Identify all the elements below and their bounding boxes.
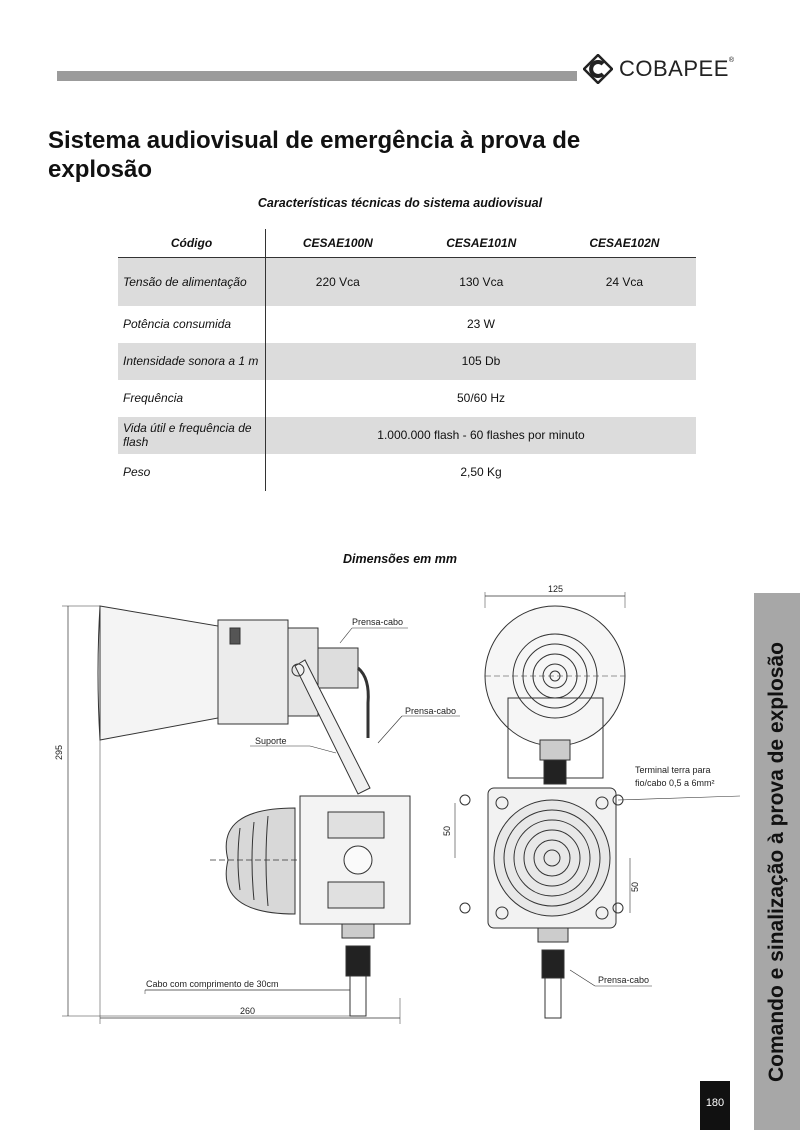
row-label: Tensão de alimentação bbox=[118, 258, 266, 306]
row-label: Peso bbox=[118, 454, 266, 491]
cell-value: 23 W bbox=[466, 317, 495, 331]
horn-label-plate bbox=[230, 628, 240, 644]
technical-drawing bbox=[40, 578, 740, 1038]
table-row bbox=[118, 454, 696, 491]
header-cesae102n: CESAE102N bbox=[553, 229, 696, 258]
dim-height: 295 bbox=[54, 744, 64, 760]
table-row bbox=[118, 343, 696, 380]
header-bar bbox=[57, 71, 577, 81]
drawing-caption: Dimensões em mm bbox=[343, 552, 457, 566]
label-cabo: Cabo com comprimento de 30cm bbox=[146, 979, 279, 989]
header-codigo: Código bbox=[118, 229, 266, 258]
cell-value: 130 Vca bbox=[410, 258, 553, 306]
row-label: Frequência bbox=[118, 380, 266, 417]
table-row bbox=[118, 417, 696, 454]
header-cesae101n: CESAE101N bbox=[410, 229, 553, 258]
row-label: Vida útil e frequência de flash bbox=[118, 417, 266, 454]
header-cesae100n: CESAE100N bbox=[266, 229, 410, 258]
page-number: 180 bbox=[700, 1081, 730, 1130]
dim-width: 125 bbox=[548, 584, 564, 594]
side-view bbox=[62, 606, 460, 1024]
brand-name: COBAPEE bbox=[619, 56, 729, 81]
row-label: Intensidade sonora a 1 m bbox=[118, 343, 266, 380]
front-view bbox=[455, 592, 740, 1018]
table-row bbox=[118, 258, 696, 306]
label-prensa-cabo-2: Prensa-cabo bbox=[405, 706, 457, 716]
spec-table bbox=[118, 229, 696, 491]
brand-mark: ® bbox=[728, 57, 735, 64]
dim-50-a: 50 bbox=[442, 825, 452, 836]
table-header-row bbox=[118, 229, 696, 258]
label-suporte: Suporte bbox=[255, 736, 287, 746]
cobapee-logo-icon bbox=[583, 54, 613, 84]
table-row bbox=[118, 380, 696, 417]
sidebar-section-title: Comando e sinalização à prova de explosão bbox=[765, 642, 788, 1082]
cell-value: 2,50 Kg bbox=[460, 465, 502, 479]
cell-value: 50/60 Hz bbox=[456, 391, 506, 405]
dim-length: 260 bbox=[240, 1006, 256, 1016]
label-prensa-cabo-1: Prensa-cabo bbox=[352, 617, 404, 627]
table-caption: Características técnicas do sistema audiovisual bbox=[257, 196, 543, 210]
cell-value: 220 Vca bbox=[266, 258, 410, 306]
cell-value: 105 Db bbox=[266, 343, 697, 380]
label-prensa-cabo-3: Prensa-cabo bbox=[598, 975, 650, 985]
cell-value: 1.000.000 flash - 60 flashes por minuto bbox=[266, 417, 697, 454]
dim-50-b: 50 bbox=[630, 881, 640, 892]
page-title: Sistema audiovisual de emergência à prova de explosão bbox=[48, 127, 581, 183]
cobapee-logo bbox=[583, 54, 734, 84]
row-label: Potência consumida bbox=[118, 306, 266, 343]
label-terminal-line-1: Terminal terra para bbox=[635, 765, 711, 775]
table-row bbox=[118, 306, 696, 343]
cell-value: 24 Vca bbox=[553, 258, 696, 306]
label-terminal-line-2: fio/cabo 0,5 a 6mm² bbox=[635, 778, 715, 788]
